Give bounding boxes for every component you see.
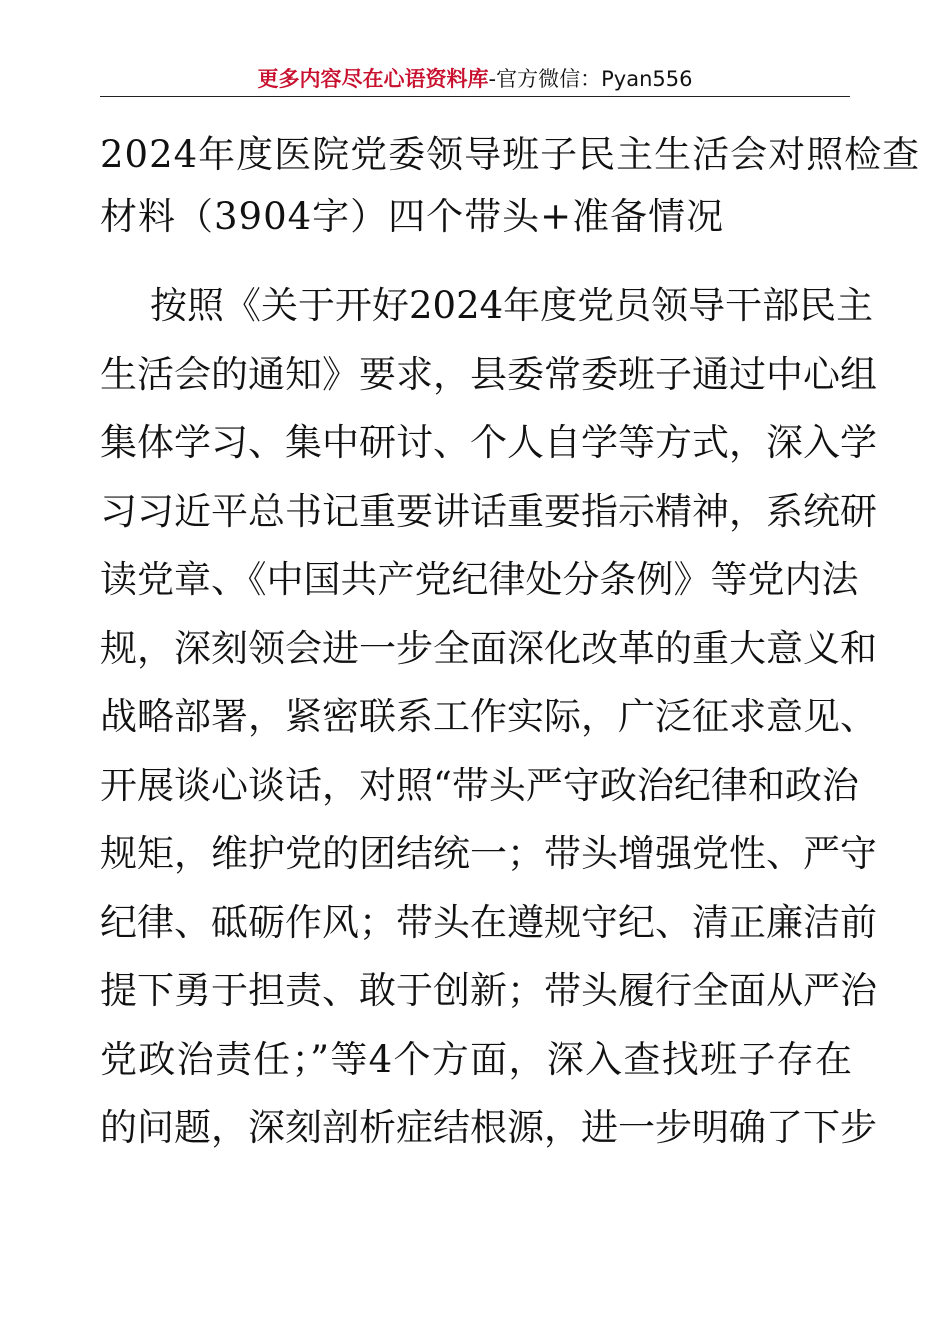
body-line: 按照《关于开好2024年度党员领导干部民主	[150, 284, 874, 327]
body-line: 提下勇于担责、敢于创新；带头履行全面从严治	[100, 969, 877, 1012]
body-line: 规矩，维护党的团结统一；带头增强党性、严守	[100, 832, 877, 875]
body-line: 习习近平总书记重要讲话重要指示精神，系统研	[100, 489, 877, 533]
page-header	[100, 64, 850, 94]
document-body	[100, 272, 877, 1163]
body-line: 纪律、砥砺作风；带头在遵规守纪、清正廉洁前	[100, 900, 877, 944]
body-line: 党政治责任；”等4个方面，深入查找班子存在	[100, 1037, 852, 1081]
body-line: 规，深刻领会进一步全面深化改革的重大意义和	[100, 626, 877, 670]
body-line: 生活会的通知》要求，县委常委班子通过中心组	[100, 352, 877, 396]
body-line: 开展谈心谈话，对照“带头严守政治纪律和政治	[100, 763, 859, 807]
title-line: 材料（3904字）四个带头+准备情况	[100, 195, 725, 238]
body-line: 集体学习、集中研讨、个人自学等方式，深入学	[100, 421, 877, 464]
header-divider	[100, 96, 850, 97]
body-line: 的问题，深刻剖析症结根源，进一步明确了下步	[100, 1106, 877, 1149]
header-promo-text: 更多内容尽在心语资料库	[257, 67, 489, 91]
body-line: 战略部署，紧密联系工作实际，广泛征求意见、	[100, 695, 877, 738]
document-title	[100, 124, 921, 248]
title-line: 2024年度医院党委领导班子民主生活会对照检查	[100, 133, 921, 176]
header-contact-text: -官方微信：Pyan556	[488, 67, 693, 91]
body-line: 读党章、《中国共产党纪律处分条例》等党内法	[100, 558, 859, 601]
